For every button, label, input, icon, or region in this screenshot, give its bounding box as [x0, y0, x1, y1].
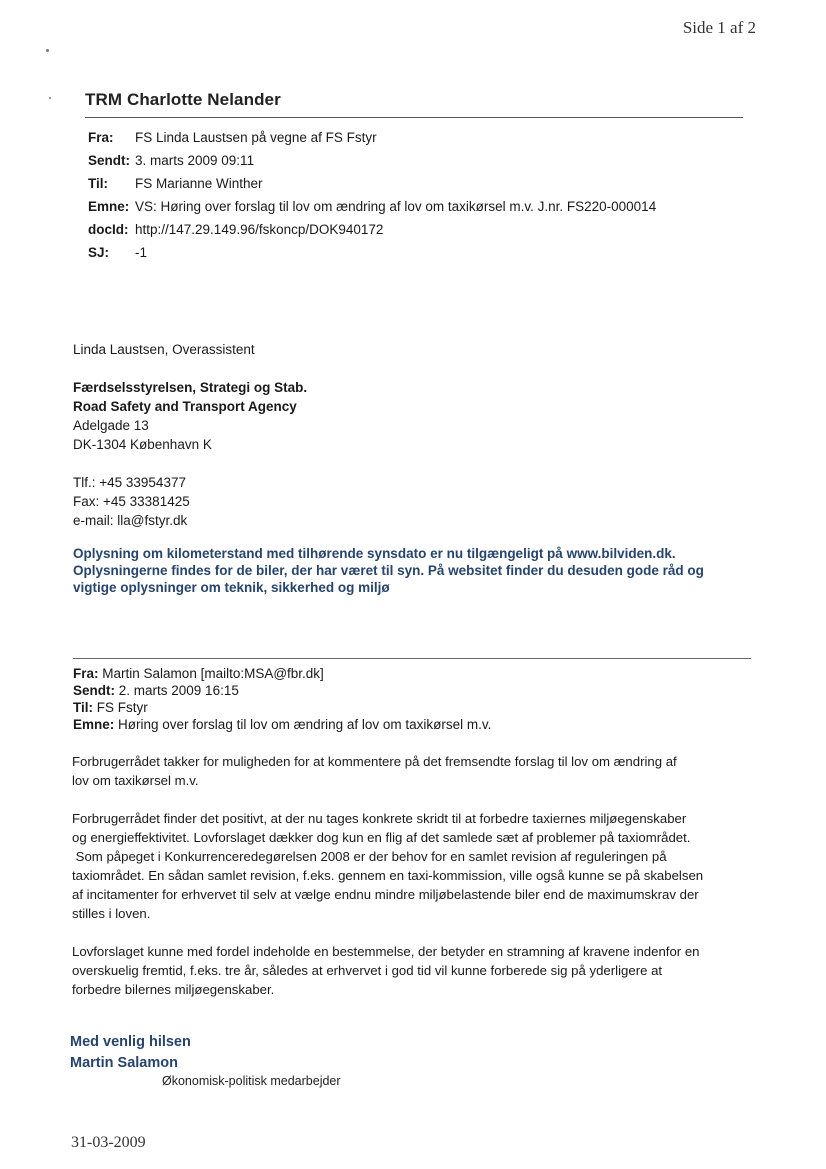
body-line: Forbrugerrådet finder det positivt, at der nu tages konkrete skridt til at forbedre taxiernes miljøegenskaber: [72, 811, 687, 826]
signature-name: Linda Laustsen, Overassistent: [73, 342, 255, 357]
header-value: -1: [135, 245, 148, 260]
forwarded-key: Til:: [73, 700, 93, 715]
body-line: overskuelig fremtid, f.eks. tre år, således at erhvervet i god tid vil kunne forberede sig på yderligere at: [72, 963, 663, 978]
forwarded-key: Emne:: [73, 717, 115, 732]
scan-speck: [46, 49, 49, 52]
forwarded-key: Fra:: [73, 666, 99, 681]
body-line: taxiområdet. En sådan samlet revision, f.eks. gennem en taxi-kommission, ville også kunne se på skabelsen: [72, 868, 704, 883]
forward-divider: [73, 658, 751, 659]
signature-org: Færdselsstyrelsen, Strategi og Stab.: [73, 380, 308, 395]
header-value: 3. marts 2009 09:11: [135, 153, 255, 168]
header-key: Emne:: [88, 199, 130, 214]
signature-phone: Tlf.: +45 33954377: [73, 475, 186, 490]
header-value: FS Linda Laustsen på vegne af FS Fstyr: [135, 130, 377, 145]
closing-block: [70, 1032, 191, 1074]
page-number: Side 1 af 2: [682, 18, 756, 37]
notice-line: Oplysningerne findes for de biler, der har været til syn. På websitet finder du desuden gode råd og: [73, 563, 704, 578]
body-line: og energieffektivitet. Lovforslaget dækker dog kun en flig af det samlede sæt af problemer på taxiområdet.: [72, 830, 691, 845]
body-paragraph: [72, 942, 762, 999]
header-row-to: [88, 172, 656, 195]
body-line: af incitamenter for erhvervet til selv at vælge endnu mindre miljøbelastende biler end de maximumskrav der: [72, 887, 699, 902]
header-value: VS: Høring over forslag til lov om ændring af lov om taxikørsel m.v. J.nr. FS220-000014: [135, 199, 657, 214]
signature-org-en: Road Safety and Transport Agency: [73, 399, 297, 414]
header-key: SJ:: [88, 245, 110, 260]
body-line: Som påpeget i Konkurrenceredegørelsen 2008 er der behov for en samlet revision af reguleringen på: [72, 849, 667, 864]
body-line: Forbrugerrådet takker for muligheden for at kommentere på det fremsendte forslag til lov om ændring af: [72, 754, 677, 769]
header-key: docId:: [88, 222, 129, 237]
forwarded-subject: [73, 716, 491, 733]
body-paragraph: [72, 809, 762, 923]
body-line: forbedre bilernes miljøegenskaber.: [72, 982, 275, 997]
header-key: Til:: [88, 176, 108, 191]
header-row-subject: [88, 195, 656, 218]
forwarded-to: [73, 699, 491, 716]
header-key: Fra:: [88, 130, 114, 145]
signature-fax: Fax: +45 33381425: [73, 494, 190, 509]
email-body: [72, 752, 762, 1018]
forwarded-value: Høring over forslag til lov om ændring af lov om taxikørsel m.v.: [118, 717, 492, 732]
header-value: http://147.29.149.96/fskoncp/DOK940172: [135, 222, 384, 237]
header-row-docid: [88, 218, 656, 241]
email-header: [88, 126, 656, 264]
mailbox-owner: TRM Charlotte Nelander: [85, 90, 281, 109]
forwarded-value: 2. marts 2009 16:15: [118, 683, 239, 698]
forwarded-key: Sendt:: [73, 683, 115, 698]
forwarded-value: FS Fstyr: [96, 700, 148, 715]
forwarded-value: Martin Salamon [mailto:MSA@fbr.dk]: [102, 666, 324, 681]
forwarded-header: [73, 665, 491, 733]
header-key: Sendt:: [88, 153, 130, 168]
header-row-sj: [88, 241, 656, 264]
body-paragraph: [72, 752, 762, 790]
body-line: stilles i loven.: [72, 906, 151, 921]
forwarded-sent: [73, 682, 491, 699]
print-date: 31-03-2009: [71, 1134, 146, 1151]
header-value: FS Marianne Winther: [135, 176, 263, 191]
signature-city: DK-1304 København K: [73, 437, 212, 452]
scan-speck: [49, 97, 51, 99]
closing-greeting: Med venlig hilsen: [70, 1034, 191, 1050]
notice-line: Oplysning om kilometerstand med tilhørende synsdato er nu tilgængeligt på www.bilviden.dk.: [73, 546, 676, 561]
forwarded-from: [73, 665, 491, 682]
header-row-sent: [88, 149, 656, 172]
header-row-from: [88, 126, 656, 149]
body-line: Lovforslaget kunne med fordel indeholde en bestemmelse, der betyder en stramning af kravene indenfor en: [72, 944, 700, 959]
signature-email: e-mail: lla@fstyr.dk: [73, 513, 188, 528]
notice-block: [73, 545, 763, 596]
header-divider: [85, 117, 743, 118]
closing-name: Martin Salamon: [70, 1055, 178, 1071]
sender-signature: [73, 340, 307, 530]
signature-address: Adelgade 13: [73, 418, 149, 433]
body-line: lov om taxikørsel m.v.: [72, 773, 199, 788]
closing-title: Økonomisk-politisk medarbejder: [162, 1074, 341, 1088]
notice-line: vigtige oplysninger om teknik, sikkerhed og miljø: [73, 580, 390, 595]
